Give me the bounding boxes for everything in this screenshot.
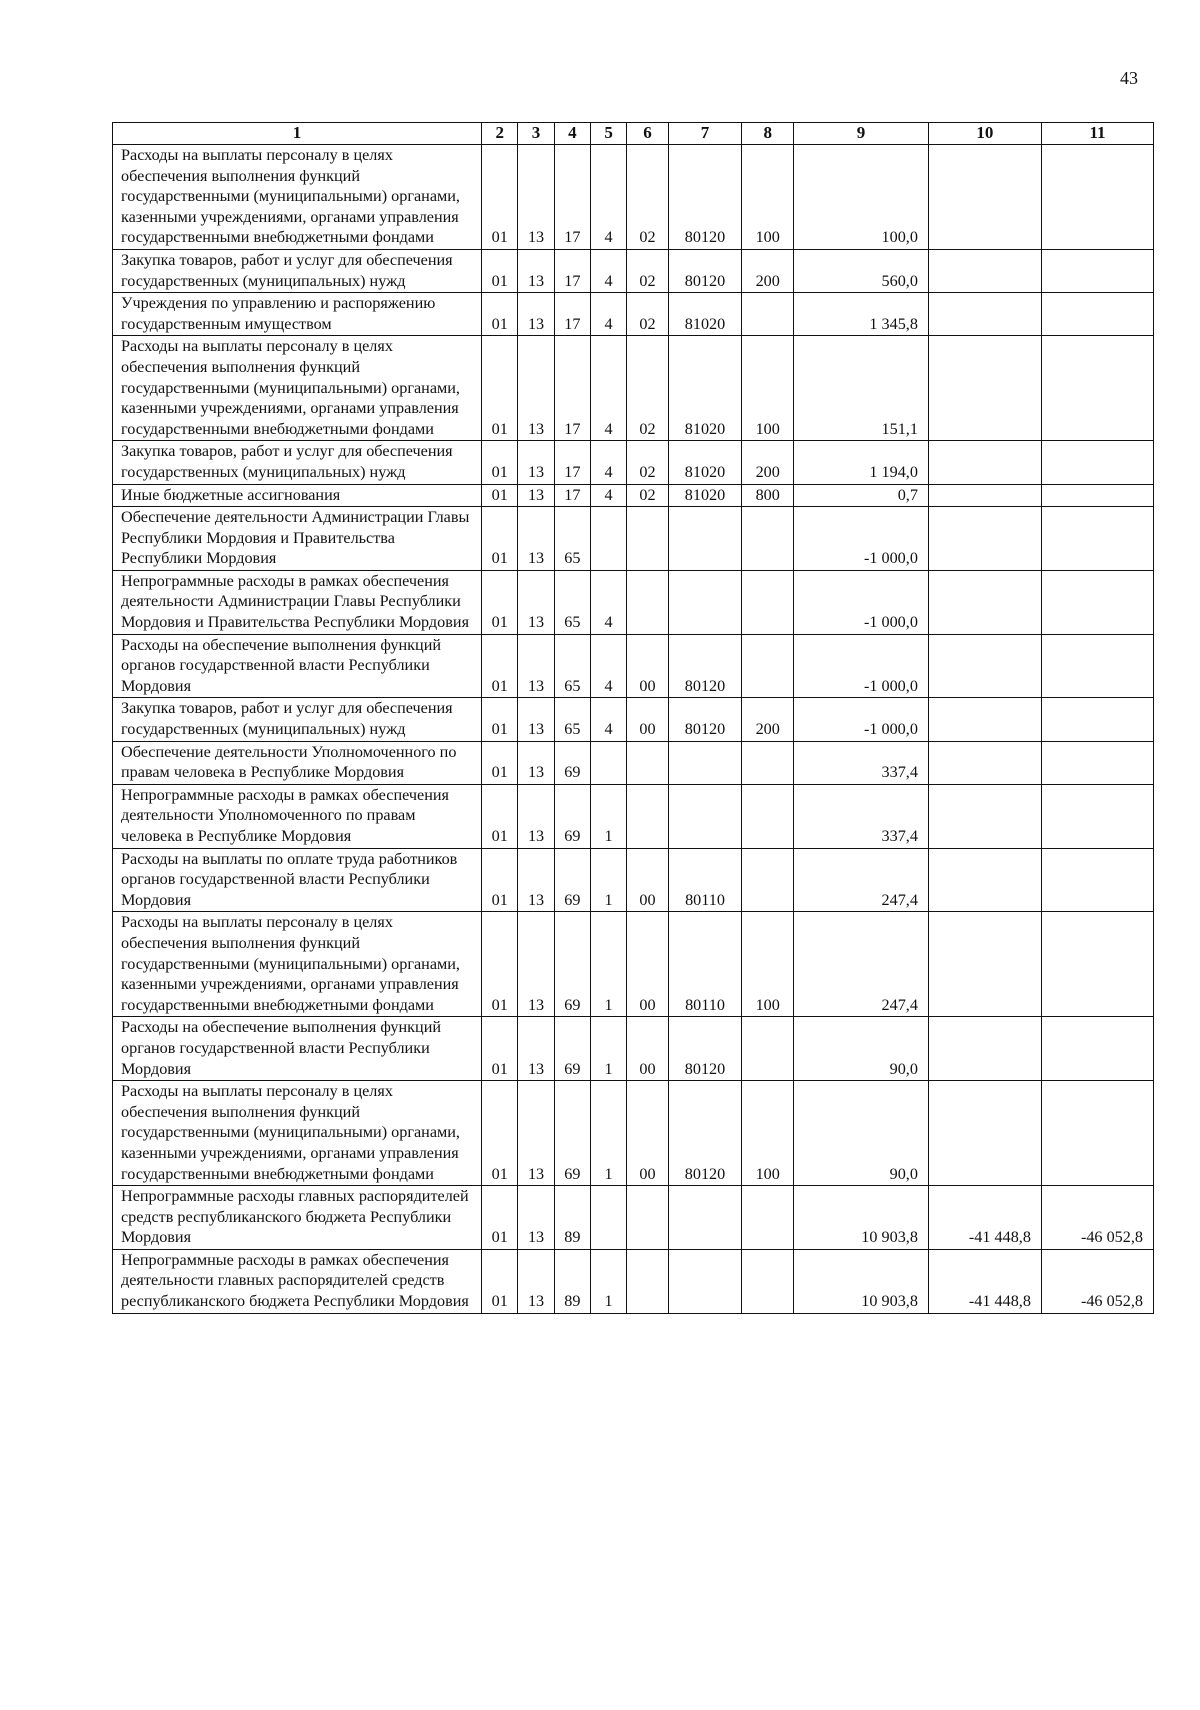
code-cell: 69 — [554, 848, 590, 912]
amount-cell — [1041, 912, 1153, 1017]
amount-cell: -1 000,0 — [794, 634, 929, 698]
table-row — [113, 293, 1154, 336]
target-code-cell — [668, 1186, 742, 1250]
description-cell: Расходы на выплаты персоналу в целях обеспечения выполнения функций государственными (муниципальными) органами, казенными учреждениями, органами управления государственными внебюджетными фондами — [113, 1081, 482, 1186]
header-cell: 7 — [668, 123, 742, 145]
code-cell: 13 — [518, 912, 554, 1017]
description-cell: Непрограммные расходы в рамках обеспечения деятельности Уполномоченного по правам человека в Республике Мордовия — [113, 784, 482, 848]
code-cell: 17 — [554, 336, 590, 441]
code-cell: 17 — [554, 249, 590, 292]
code-cell: 13 — [518, 698, 554, 741]
code-cell: 01 — [482, 293, 518, 336]
page-number: 43 — [1120, 68, 1138, 88]
target-code-cell: 81020 — [668, 336, 742, 441]
code-cell: 01 — [482, 249, 518, 292]
amount-cell: -1 000,0 — [794, 698, 929, 741]
code-cell: 69 — [554, 1017, 590, 1081]
code-cell: 01 — [482, 1186, 518, 1250]
expense-type-cell: 100 — [742, 336, 794, 441]
amount-cell — [1041, 249, 1153, 292]
amount-cell: -41 448,8 — [928, 1249, 1041, 1313]
amount-cell: 100,0 — [794, 145, 929, 250]
amount-cell — [928, 249, 1041, 292]
code-cell: 13 — [518, 741, 554, 784]
table-row — [113, 1081, 1154, 1186]
expense-type-cell: 100 — [742, 912, 794, 1017]
amount-cell — [928, 912, 1041, 1017]
table-row — [113, 1017, 1154, 1081]
description-cell: Закупка товаров, работ и услуг для обеспечения государственных (муниципальных) нужд — [113, 249, 482, 292]
target-code-cell — [668, 784, 742, 848]
header-cell: 11 — [1041, 123, 1153, 145]
table-row — [113, 741, 1154, 784]
amount-cell: 10 903,8 — [794, 1186, 929, 1250]
code-cell: 13 — [518, 1081, 554, 1186]
code-cell: 13 — [518, 848, 554, 912]
code-cell: 02 — [627, 336, 668, 441]
amount-cell — [1041, 1017, 1153, 1081]
amount-cell: 247,4 — [794, 912, 929, 1017]
amount-cell — [928, 507, 1041, 571]
amount-cell — [928, 848, 1041, 912]
amount-cell — [1041, 336, 1153, 441]
amount-cell — [928, 293, 1041, 336]
expense-type-cell — [742, 1186, 794, 1250]
code-cell: 13 — [518, 293, 554, 336]
code-cell — [590, 741, 626, 784]
amount-cell — [1041, 784, 1153, 848]
table-row — [113, 145, 1154, 250]
code-cell: 00 — [627, 1081, 668, 1186]
table-row — [113, 1186, 1154, 1250]
amount-cell — [928, 784, 1041, 848]
description-cell: Расходы на выплаты персоналу в целях обеспечения выполнения функций государственными (муниципальными) органами, казенными учреждениями, органами управления государственными внебюджетными фондами — [113, 912, 482, 1017]
table-row — [113, 336, 1154, 441]
table-row — [113, 507, 1154, 571]
expense-type-cell — [742, 1017, 794, 1081]
code-cell: 01 — [482, 1017, 518, 1081]
amount-cell: 90,0 — [794, 1017, 929, 1081]
code-cell: 13 — [518, 570, 554, 634]
code-cell: 4 — [590, 698, 626, 741]
expense-type-cell — [742, 570, 794, 634]
code-cell: 00 — [627, 698, 668, 741]
target-code-cell: 80120 — [668, 1017, 742, 1081]
amount-cell — [1041, 741, 1153, 784]
amount-cell: -46 052,8 — [1041, 1186, 1153, 1250]
amount-cell — [928, 570, 1041, 634]
code-cell: 00 — [627, 912, 668, 1017]
code-cell: 17 — [554, 293, 590, 336]
code-cell: 02 — [627, 249, 668, 292]
code-cell: 17 — [554, 484, 590, 507]
amount-cell — [1041, 293, 1153, 336]
amount-cell: 0,7 — [794, 484, 929, 507]
target-code-cell: 80110 — [668, 848, 742, 912]
code-cell: 13 — [518, 441, 554, 484]
header-cell: 2 — [482, 123, 518, 145]
code-cell: 1 — [590, 848, 626, 912]
target-code-cell: 80120 — [668, 634, 742, 698]
code-cell: 02 — [627, 145, 668, 250]
table-row — [113, 484, 1154, 507]
description-cell: Закупка товаров, работ и услуг для обеспечения государственных (муниципальных) нужд — [113, 698, 482, 741]
amount-cell — [928, 145, 1041, 250]
code-cell: 00 — [627, 848, 668, 912]
code-cell: 65 — [554, 634, 590, 698]
code-cell: 4 — [590, 145, 626, 250]
code-cell: 01 — [482, 570, 518, 634]
code-cell — [627, 741, 668, 784]
code-cell: 01 — [482, 848, 518, 912]
code-cell: 01 — [482, 784, 518, 848]
amount-cell — [928, 1081, 1041, 1186]
code-cell: 1 — [590, 784, 626, 848]
table-row — [113, 1249, 1154, 1313]
description-cell: Расходы на выплаты по оплате труда работников органов государственной власти Республики Мордовия — [113, 848, 482, 912]
code-cell: 00 — [627, 1017, 668, 1081]
expense-type-cell: 800 — [742, 484, 794, 507]
code-cell: 1 — [590, 1081, 626, 1186]
target-code-cell — [668, 507, 742, 571]
code-cell: 01 — [482, 912, 518, 1017]
amount-cell: 337,4 — [794, 741, 929, 784]
table-row — [113, 634, 1154, 698]
code-cell: 01 — [482, 484, 518, 507]
expense-type-cell — [742, 293, 794, 336]
code-cell: 65 — [554, 570, 590, 634]
amount-cell: 337,4 — [794, 784, 929, 848]
expense-type-cell: 200 — [742, 249, 794, 292]
code-cell — [627, 1186, 668, 1250]
description-cell: Расходы на выплаты персоналу в целях обеспечения выполнения функций государственными (муниципальными) органами, казенными учреждениями, органами управления государственными внебюджетными фондами — [113, 336, 482, 441]
description-cell: Закупка товаров, работ и услуг для обеспечения государственных (муниципальных) нужд — [113, 441, 482, 484]
expense-type-cell — [742, 741, 794, 784]
code-cell — [590, 507, 626, 571]
code-cell: 01 — [482, 507, 518, 571]
target-code-cell: 81020 — [668, 484, 742, 507]
code-cell: 65 — [554, 507, 590, 571]
amount-cell — [1041, 848, 1153, 912]
target-code-cell: 81020 — [668, 293, 742, 336]
table-row — [113, 441, 1154, 484]
amount-cell: 10 903,8 — [794, 1249, 929, 1313]
header-cell: 10 — [928, 123, 1041, 145]
table-row — [113, 848, 1154, 912]
target-code-cell: 80110 — [668, 912, 742, 1017]
description-cell: Расходы на обеспечение выполнения функций органов государственной власти Республики Мордовия — [113, 1017, 482, 1081]
code-cell: 02 — [627, 441, 668, 484]
code-cell: 89 — [554, 1249, 590, 1313]
code-cell — [627, 1249, 668, 1313]
code-cell: 69 — [554, 741, 590, 784]
amount-cell — [1041, 507, 1153, 571]
table-row — [113, 784, 1154, 848]
description-cell: Обеспечение деятельности Администрации Главы Республики Мордовия и Правительства Республики Мордовия — [113, 507, 482, 571]
code-cell: 17 — [554, 145, 590, 250]
amount-cell: -41 448,8 — [928, 1186, 1041, 1250]
code-cell: 4 — [590, 336, 626, 441]
header-cell: 3 — [518, 123, 554, 145]
amount-cell — [1041, 634, 1153, 698]
amount-cell: -1 000,0 — [794, 507, 929, 571]
expense-type-cell — [742, 1249, 794, 1313]
amount-cell — [1041, 698, 1153, 741]
code-cell: 1 — [590, 1017, 626, 1081]
amount-cell — [928, 336, 1041, 441]
code-cell: 13 — [518, 249, 554, 292]
code-cell: 01 — [482, 1081, 518, 1186]
code-cell — [627, 570, 668, 634]
code-cell: 01 — [482, 634, 518, 698]
expense-type-cell: 100 — [742, 1081, 794, 1186]
budget-table — [112, 122, 1154, 1314]
code-cell: 02 — [627, 484, 668, 507]
description-cell: Непрограммные расходы в рамках обеспечения деятельности Администрации Главы Республики Мордовия и Правительства Республики Мордовия — [113, 570, 482, 634]
amount-cell: 1 345,8 — [794, 293, 929, 336]
header-row — [113, 123, 1154, 145]
code-cell: 01 — [482, 145, 518, 250]
target-code-cell — [668, 1249, 742, 1313]
table-row — [113, 698, 1154, 741]
target-code-cell — [668, 741, 742, 784]
amount-cell: 247,4 — [794, 848, 929, 912]
code-cell: 13 — [518, 634, 554, 698]
target-code-cell: 80120 — [668, 249, 742, 292]
target-code-cell: 80120 — [668, 145, 742, 250]
code-cell: 13 — [518, 507, 554, 571]
code-cell: 4 — [590, 634, 626, 698]
amount-cell: 90,0 — [794, 1081, 929, 1186]
code-cell: 13 — [518, 484, 554, 507]
code-cell: 4 — [590, 484, 626, 507]
code-cell: 01 — [482, 441, 518, 484]
code-cell: 13 — [518, 1017, 554, 1081]
target-code-cell: 80120 — [668, 698, 742, 741]
code-cell: 01 — [482, 741, 518, 784]
amount-cell — [928, 634, 1041, 698]
code-cell: 89 — [554, 1186, 590, 1250]
code-cell: 4 — [590, 570, 626, 634]
description-cell: Непрограммные расходы главных распорядителей средств республиканского бюджета Республики Мордовия — [113, 1186, 482, 1250]
code-cell: 4 — [590, 441, 626, 484]
description-cell: Иные бюджетные ассигнования — [113, 484, 482, 507]
amount-cell: 151,1 — [794, 336, 929, 441]
expense-type-cell: 100 — [742, 145, 794, 250]
code-cell: 13 — [518, 1186, 554, 1250]
expense-type-cell — [742, 634, 794, 698]
target-code-cell: 81020 — [668, 441, 742, 484]
expense-type-cell — [742, 507, 794, 571]
description-cell: Учреждения по управлению и распоряжению государственным имуществом — [113, 293, 482, 336]
code-cell: 13 — [518, 336, 554, 441]
code-cell: 69 — [554, 784, 590, 848]
code-cell: 13 — [518, 1249, 554, 1313]
header-cell: 1 — [113, 123, 482, 145]
code-cell: 1 — [590, 1249, 626, 1313]
code-cell: 01 — [482, 336, 518, 441]
description-cell: Расходы на обеспечение выполнения функций органов государственной власти Республики Мордовия — [113, 634, 482, 698]
amount-cell — [1041, 145, 1153, 250]
code-cell: 1 — [590, 912, 626, 1017]
header-cell: 5 — [590, 123, 626, 145]
table-row — [113, 249, 1154, 292]
expense-type-cell: 200 — [742, 441, 794, 484]
code-cell: 69 — [554, 912, 590, 1017]
description-cell: Непрограммные расходы в рамках обеспечения деятельности главных распорядителей средств республиканского бюджета Республики Мордовия — [113, 1249, 482, 1313]
amount-cell — [928, 441, 1041, 484]
amount-cell — [1041, 484, 1153, 507]
amount-cell: -1 000,0 — [794, 570, 929, 634]
amount-cell — [1041, 1081, 1153, 1186]
code-cell: 13 — [518, 145, 554, 250]
description-cell: Обеспечение деятельности Уполномоченного по правам человека в Республике Мордовия — [113, 741, 482, 784]
expense-type-cell — [742, 784, 794, 848]
description-cell: Расходы на выплаты персоналу в целях обеспечения выполнения функций государственными (муниципальными) органами, казенными учреждениями, органами управления государственными внебюджетными фондами — [113, 145, 482, 250]
header-cell: 4 — [554, 123, 590, 145]
amount-cell — [928, 698, 1041, 741]
target-code-cell — [668, 570, 742, 634]
amount-cell — [1041, 570, 1153, 634]
code-cell: 13 — [518, 784, 554, 848]
expense-type-cell: 200 — [742, 698, 794, 741]
code-cell: 01 — [482, 1249, 518, 1313]
amount-cell — [928, 484, 1041, 507]
amount-cell: 560,0 — [794, 249, 929, 292]
code-cell: 65 — [554, 698, 590, 741]
code-cell: 4 — [590, 293, 626, 336]
code-cell — [627, 507, 668, 571]
table-row — [113, 570, 1154, 634]
code-cell: 02 — [627, 293, 668, 336]
header-cell: 6 — [627, 123, 668, 145]
code-cell: 00 — [627, 634, 668, 698]
target-code-cell: 80120 — [668, 1081, 742, 1186]
header-cell: 8 — [742, 123, 794, 145]
amount-cell — [928, 741, 1041, 784]
amount-cell: 1 194,0 — [794, 441, 929, 484]
amount-cell: -46 052,8 — [1041, 1249, 1153, 1313]
code-cell: 01 — [482, 698, 518, 741]
code-cell — [590, 1186, 626, 1250]
code-cell: 69 — [554, 1081, 590, 1186]
header-cell: 9 — [794, 123, 929, 145]
amount-cell — [928, 1017, 1041, 1081]
expense-type-cell — [742, 848, 794, 912]
code-cell: 17 — [554, 441, 590, 484]
code-cell — [627, 784, 668, 848]
code-cell: 4 — [590, 249, 626, 292]
amount-cell — [1041, 441, 1153, 484]
table-row — [113, 912, 1154, 1017]
